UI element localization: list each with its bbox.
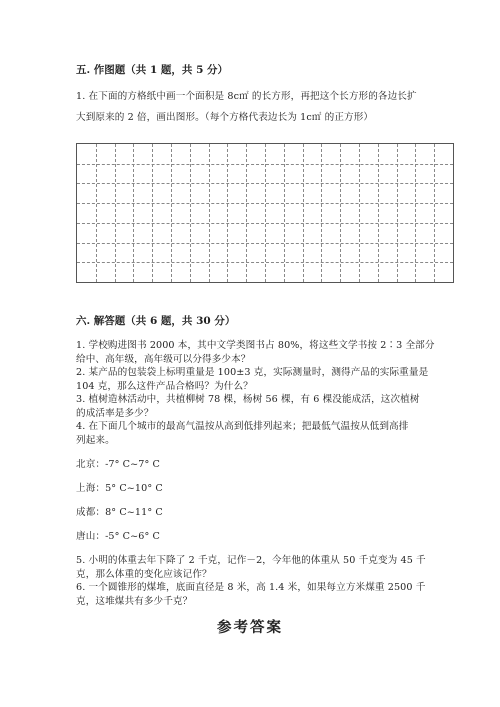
section5-q1-line1: 1. 在下面的方格纸中画一个面积是 8c㎡ 的长方形，再把这个长方形的各边长扩	[76, 91, 417, 102]
q2-line1: 2. 某产品的包装袋上标明重量是 100±3 克，实际测量时，测得产品的实际重量是	[76, 367, 429, 378]
section5-title: 五. 作图题（共 1 题，共 5 分）	[76, 64, 229, 76]
q1-line1: 1. 学校购进图书 2000 本，其中文学类图书占 80%，将这些文学书按 2∶3 全部分	[76, 340, 435, 351]
q4-line2: 列起来。	[76, 435, 115, 446]
q1-line2: 给中、高年级，高年级可以分得多少本？	[76, 354, 251, 365]
section5-q1-line2: 大到原来的 2 倍，画出图形。（每个方格代表边长为 1c㎡ 的正方形）	[76, 112, 374, 123]
city-tangshan: 唐山：-5° C~6° C	[76, 531, 160, 542]
q6-line1: 6. 一个圆锥形的煤堆，底面直径是 8 米，高 1.4 米，如果每立方米煤重 2500 千	[76, 582, 426, 593]
square-grid-paper	[76, 143, 454, 283]
city-chengdu: 成都：8° C~11° C	[76, 507, 163, 518]
grid-horizontal-line	[77, 183, 453, 184]
grid-horizontal-line	[77, 243, 453, 244]
grid-horizontal-line	[77, 164, 453, 165]
section6-title: 六. 解答题（共 6 题，共 30 分）	[76, 315, 236, 327]
q5-line1: 5. 小明的体重去年下降了 2 千克，记作－2，今年他的体重从 50 千克变为 45 千	[76, 555, 426, 566]
q6-line2: 克，这堆煤共有多少千克？	[76, 596, 193, 607]
q3-line2: 的成活率是多少？	[76, 408, 154, 419]
city-beijing: 北京：-7° C~7° C	[76, 459, 160, 470]
grid-horizontal-line	[77, 203, 453, 204]
q3-line1: 3. 植树造林活动中，共植柳树 78 棵，杨树 56 棵，有 6 棵没能成活，这次植树	[76, 394, 420, 405]
q4-line1: 4. 在下面几个城市的最高气温按从高到低排列起来；把最低气温按从低到高排	[76, 421, 409, 432]
answer-key-title: 参考答案	[217, 619, 283, 636]
q5-line2: 克，那么体重的变化应该记作？	[76, 569, 212, 580]
grid-horizontal-line	[77, 262, 453, 263]
city-shanghai: 上海：5° C~10° C	[76, 483, 163, 494]
grid-horizontal-line	[77, 223, 453, 224]
q2-line2: 104 克，那么这件产品合格吗？为什么？	[76, 381, 253, 392]
